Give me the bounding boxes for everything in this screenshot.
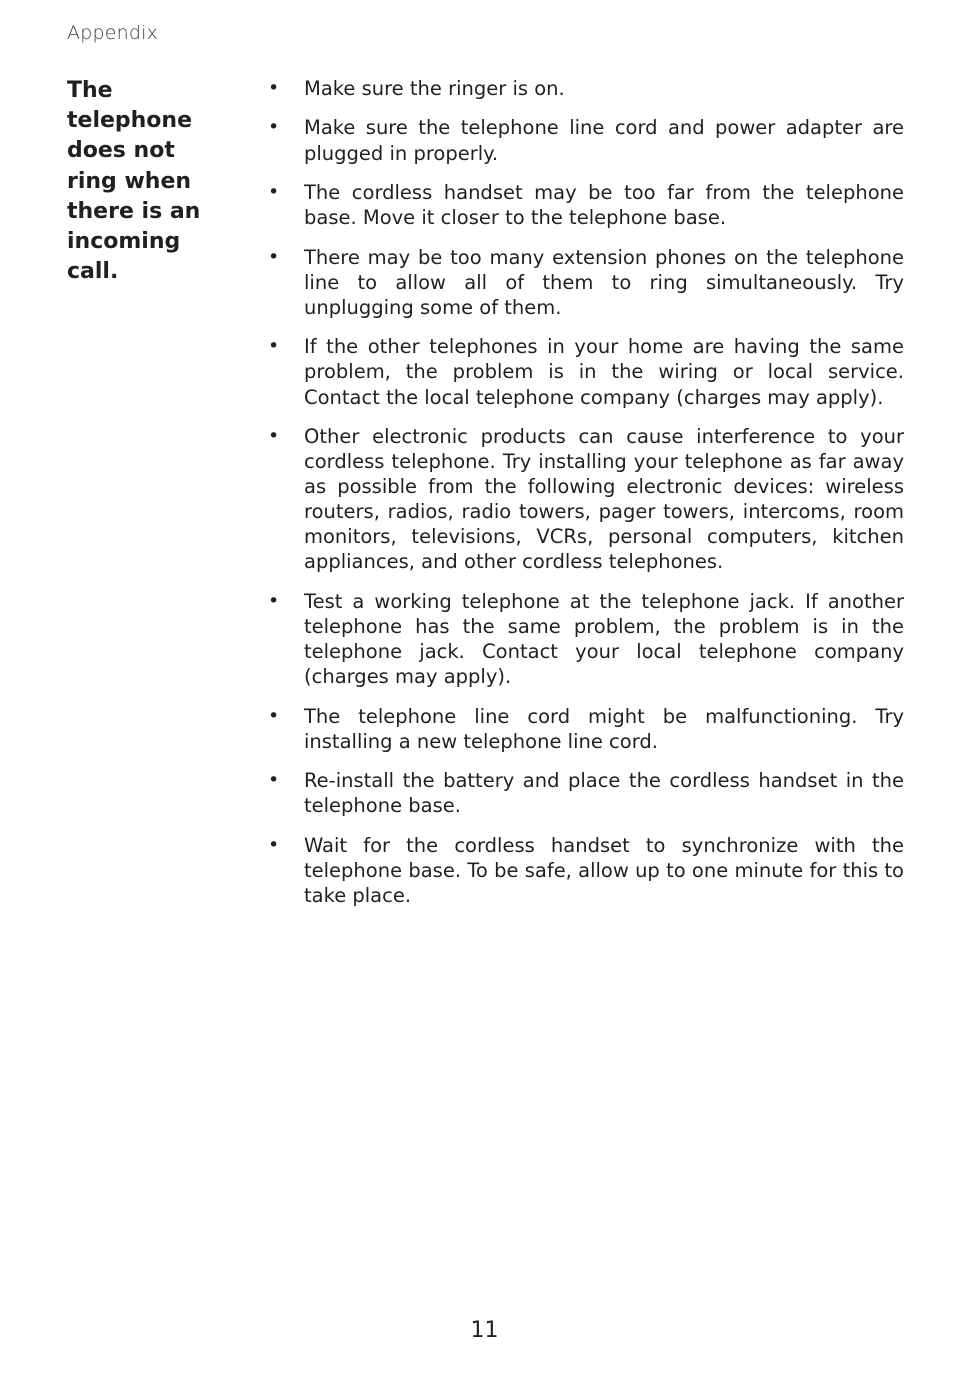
list-item	[268, 833, 904, 908]
bullet-icon: •	[268, 335, 280, 358]
bullet-icon: •	[268, 181, 280, 204]
list-item-text: Re-install the battery and place the cordless handset in the telephone base.	[304, 769, 904, 818]
list-item-text: The telephone line cord might be malfunctioning. Try installing a new telephone line cord.	[304, 704, 904, 753]
list-item-text: If the other telephones in your home are having the same problem, the problem is in the wiring or local service. Contact the local telephone company (charges may apply).	[304, 335, 904, 409]
running-header: Appendix	[67, 22, 159, 44]
list-item-text: Wait for the cordless handset to synchronize with the telephone base. To be safe, allow up to one minute for this to take place.	[304, 833, 904, 908]
list-item	[268, 424, 904, 575]
page-number: 11	[470, 1318, 499, 1343]
bullet-icon: •	[268, 245, 280, 268]
list-item	[268, 245, 904, 320]
list-item-text: The cordless handset may be too far from the telephone base. Move it closer to the telephone base.	[304, 181, 904, 230]
list-item	[268, 334, 904, 409]
bullet-icon: •	[268, 769, 280, 792]
bullet-icon: •	[268, 589, 280, 612]
list-item-text: There may be too many extension phones on the telephone line to allow all of them to ring simultaneously. Try unplugging some of them.	[304, 245, 904, 319]
bullet-icon: •	[268, 77, 280, 99]
bullet-icon: •	[268, 424, 280, 447]
bullet-icon: •	[268, 116, 280, 139]
list-item-text: Test a working telephone at the telephone jack. If another telephone has the same problem, the problem is in the telephone jack. Contact your local telephone company (charges may apply).	[304, 589, 904, 689]
list-item-text: Make sure the ringer is on.	[304, 77, 565, 100]
bullet-icon: •	[268, 704, 280, 727]
list-item-text: Make sure the telephone line cord and power adapter are plugged in properly.	[304, 116, 904, 165]
list-item	[268, 589, 904, 689]
list-item	[268, 180, 904, 230]
troubleshooting-heading: The telephone does not ring when there is an incoming call.	[67, 78, 201, 285]
list-item-text: Other electronic products can cause interference to your cordless telephone. Try installing your telephone as far away as possible from the following electronic devices: wireless routers, radios, radio towers, pager towers, intercoms, room monitors, televisions, VCRs, personal computers, kitchen appliances, and other cordless telephones.	[304, 424, 904, 574]
list-item	[268, 704, 904, 754]
list-item	[268, 768, 904, 818]
list-item	[268, 115, 904, 165]
bullet-icon: •	[268, 833, 280, 856]
list-item	[268, 76, 904, 101]
troubleshooting-list	[268, 76, 904, 923]
